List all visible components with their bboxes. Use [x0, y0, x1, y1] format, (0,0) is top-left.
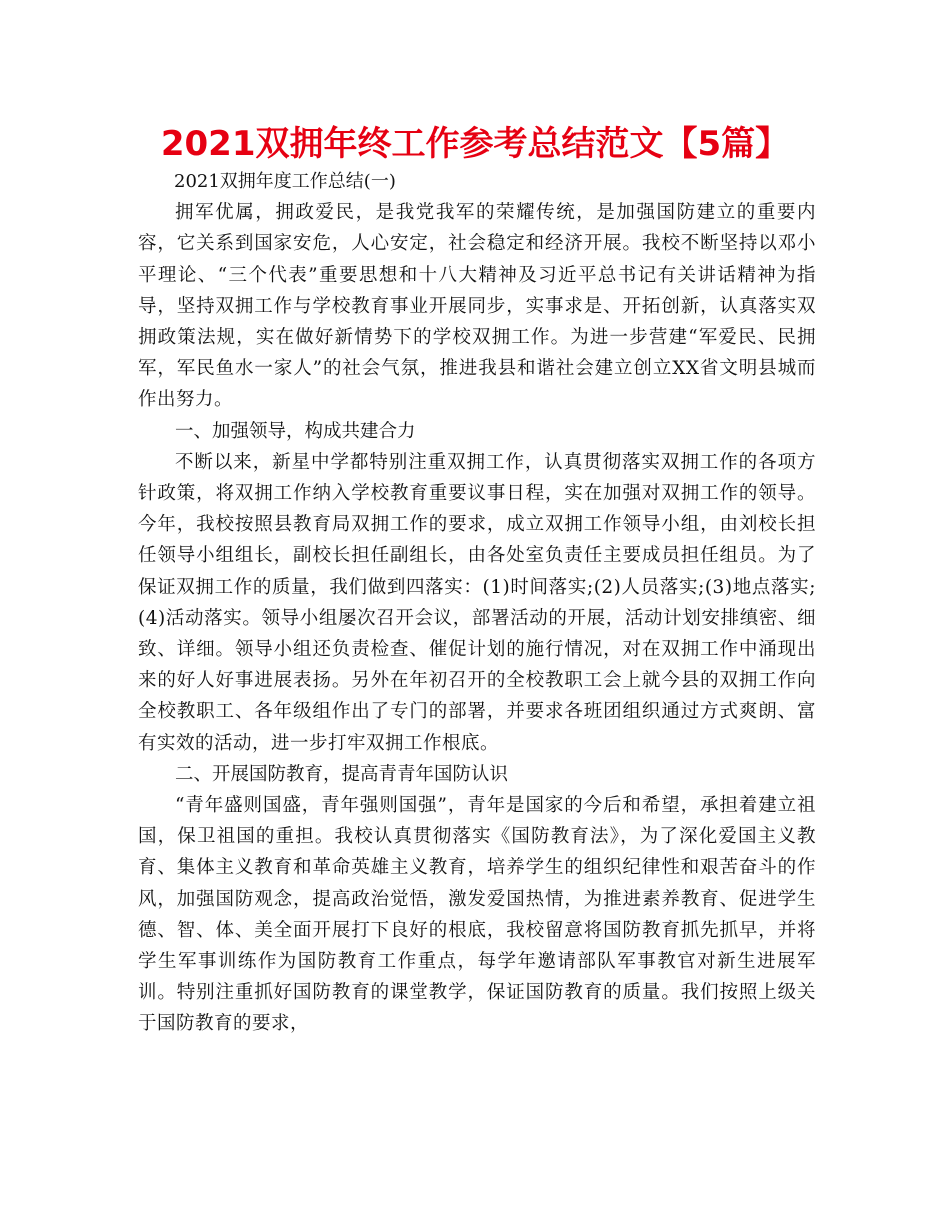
paragraph-intro: 拥军优属，拥政爱民，是我党我军的荣耀传统，是加强国防建立的重要内容，它关系到国家安危，人心安定，社会稳定和经济开展。我校不断坚持以邓小平理论、“三个代表”重要思想和十八大精神及习近平总书记有关讲话精神为指导，坚持双拥工作与学校教育事业开展同步，实事求是、开拓创新，认真落实双拥政策法规，实在做好新情势下的学校双拥工作。为进一步营建“军爱民、民拥军，军民鱼水一家人”的社会气氛，推进我县和谐社会建立创立XX省文明县城而作出努力。: [138, 202, 816, 411]
section-heading-1: 一、加强领导，构成共建合力: [175, 420, 416, 442]
document-body: [138, 166, 816, 1040]
section-heading-2: 二、开展国防教育，提高青青年国防认识: [175, 763, 509, 785]
document-title: 2021双拥年终工作参考总结范文【5篇】: [160, 124, 790, 164]
section-subtitle: 2021双拥年度工作总结(一): [174, 171, 396, 192]
paragraph-leadership: 不断以来，新星中学都特别注重双拥工作，认真贯彻落实双拥工作的各项方针政策，将双拥工作纳入学校教育重要议事日程，实在加强对双拥工作的领导。今年，我校按照县教育局双拥工作的要求，成立双拥工作领导小组，由刘校长担任领导小组组长，副校长担任副组长，由各处室负责任主要成员担任组员。为了保证双拥工作的质量，我们做到四落实：(1)时间落实;(2)人员落实;(3)地点落实;(4)活动落实。领导小组屡次召开会议，部署活动的开展，活动计划安排缜密、细致、详细。领导小组还负责检查、催促计划的施行情况，对在双拥工作中涌现出来的好人好事进展表扬。另外在年初召开的全校教职工会上就今县的双拥工作向全校教职工、各年级组作出了专门的部署，并要求各班团组织通过方式爽朗、富有实效的活动，进一步打牢双拥工作根底。: [138, 451, 816, 754]
paragraph-defense-education: “青年盛则国盛，青年强则国强”，青年是国家的今后和希望，承担着建立祖国，保卫祖国的重担。我校认真贯彻落实《国防教育法》，为了深化爱国主义教育、集体主义教育和革命英雄主义教育，培养学生的组织纪律性和艰苦奋斗的作风，加强国防观念，提高政治觉悟，激发爱国热情，为推进素养教育、促进学生德、智、体、美全面开展打下良好的根底，我校留意将国防教育抓先抓早，并将学生军事训练作为国防教育工作重点，每学年邀请部队军事教官对新生进展军训。特别注重抓好国防教育的课堂教学，保证国防教育的质量。我们按照上级关于国防教育的要求，: [138, 795, 816, 1035]
